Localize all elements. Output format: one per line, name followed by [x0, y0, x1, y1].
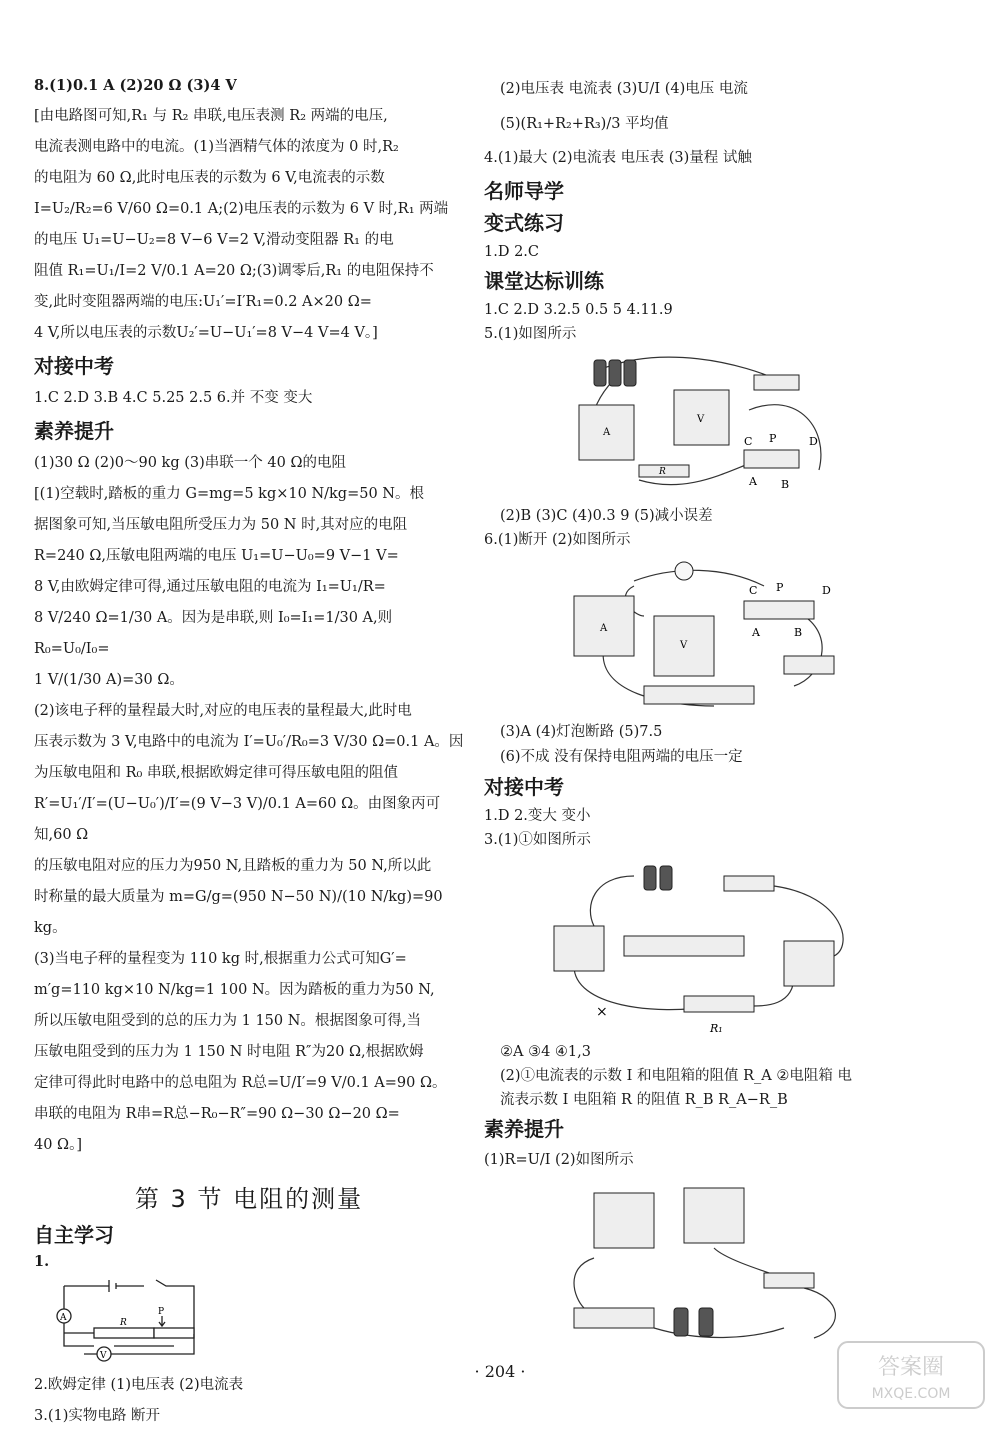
- q6-intro: 6.(1)断开 (2)如图所示: [484, 532, 631, 548]
- q5-intro: 5.(1)如图所示: [484, 326, 577, 342]
- q5-after: (2)B (3)C (4)0.3 9 (5)减小误差: [500, 508, 713, 524]
- q3-after3: 流表示数 I 电阻箱 R 的阻值 R_B R_A−R_B: [500, 1092, 788, 1108]
- explain-line: 8 V/240 Ω=1/30 A。因为是串联,则 I₀=I₁=1/30 A,则 R₀=U₀/I₀=: [34, 610, 393, 657]
- q3-intro: 3.(1)①如图所示: [484, 832, 591, 848]
- fig1-ammeter-label: A: [603, 427, 611, 438]
- fig2-c-label: C: [749, 584, 758, 597]
- fig1-r-label: R: [659, 467, 666, 477]
- explain-line: 时称量的最大质量为 m=G/g=(950 N−50 N)/(10 N/kg)=90 kg。: [34, 889, 443, 936]
- circuit-diagram: [54, 1276, 204, 1366]
- suyang-explanation-1: [34, 479, 464, 696]
- explain-line: 定律可得此时电路中的总电阻为 R总=U/I′=9 V/0.1 A=90 Ω。: [34, 1075, 447, 1091]
- explain-line: R=240 Ω,压敏电阻两端的电压 U₁=U−U₀=9 V−1 V=: [34, 548, 399, 564]
- ketang-answers: 1.C 2.D 3.2.5 0.5 5 4.11.9: [484, 302, 673, 318]
- q6-after2: (6)不成 没有保持电阻两端的电压一定: [500, 749, 743, 765]
- zizhu-q1: 1.: [34, 1253, 50, 1270]
- right-column: [484, 74, 924, 1352]
- watermark-logo: [836, 1340, 986, 1410]
- heading-zizhu: 自主学习: [34, 1223, 114, 1247]
- q8-line: 阻值 R₁=U₁/I=2 V/0.1 A=20 Ω;(3)调零后,R₁ 的电阻保持不: [34, 263, 434, 279]
- suyang2-answer: (1)R=U/I (2)如图所示: [484, 1152, 634, 1168]
- duijie-answers: 1.C 2.D 3.B 4.C 5.25 2.5 6.并 不变 变大: [34, 390, 313, 406]
- q8-line: 4 V,所以电压表的示数U₂′=U−U₁′=8 V−4 V=4 V。]: [34, 325, 378, 341]
- fig2-b-label: B: [794, 626, 803, 639]
- real-circuit-figure-3: [534, 856, 874, 1036]
- explain-line: (2)该电子秤的量程最大时,对应的电压表的量程最大,此时电: [34, 703, 412, 719]
- explain-line: (3)当电子秤的量程变为 110 kg 时,根据重力公式可知G′=: [34, 951, 407, 967]
- fig3-break-mark: ×: [596, 1004, 608, 1020]
- q8-line: [由电路图可知,R₁ 与 R₂ 串联,电压表测 R₂ 两端的电压,: [34, 108, 388, 124]
- fig1-a-label: A: [749, 475, 757, 488]
- q8-line: 电流表测电路中的电流。(1)当酒精气体的浓度为 0 时,R₂: [34, 139, 399, 155]
- heading-suyang-2: 素养提升: [484, 1117, 564, 1141]
- suyang-answer: (1)30 Ω (2)0～90 kg (3)串联一个 40 Ω的电阻: [34, 455, 346, 471]
- explain-line: 压敏电阻受到的压力为 1 150 N 时电阻 R″为20 Ω,根据欧姆: [34, 1044, 424, 1060]
- heading-bianshi: 变式练习: [484, 211, 564, 235]
- explain-line: m′g=110 kg×10 N/kg=1 100 N。因为踏板的重力为50 N,: [34, 982, 435, 998]
- q8-line: 的电阻为 60 Ω,此时电压表的示数为 6 V,电流表的示数: [34, 170, 385, 186]
- explain-line: 串联的电阻为 R串=R总−R₀−R″=90 Ω−30 Ω−20 Ω=: [34, 1106, 400, 1122]
- explain-line: 40 Ω。]: [34, 1137, 82, 1153]
- explain-line: 的压敏电阻对应的压力为950 N,且踏板的重力为 50 N,所以此: [34, 858, 432, 874]
- heading-ketang: 课堂达标训练: [484, 269, 604, 293]
- explain-line: 1 V/(1/30 A)=30 Ω。: [34, 672, 184, 688]
- fig1-c-label: C: [744, 435, 753, 448]
- heading-suyang: 素养提升: [34, 419, 114, 443]
- voltmeter-label: V: [100, 1351, 107, 1361]
- q8-line: 变,此时变阻器两端的电压:U₁′=I′R₁=0.2 A×20 Ω=: [34, 294, 372, 310]
- right-line2: (5)(R₁+R₂+R₃)/3 平均值: [500, 116, 669, 132]
- left-column: [34, 70, 464, 1432]
- fig1-p-label: P: [769, 432, 777, 445]
- svg-text:答案圈: 答案圈: [877, 1355, 945, 1380]
- q6-after1: (3)A (4)灯泡断路 (5)7.5: [500, 724, 663, 740]
- real-circuit-figure-4: [554, 1178, 854, 1348]
- fig3-r1-label: R₁: [710, 1022, 723, 1035]
- resistor-label: R: [120, 1318, 127, 1328]
- zizhu-q3: 3.(1)实物电路 断开: [34, 1408, 160, 1424]
- explain-line: 所以压敏电阻受到的总的压力为 1 150 N。根据图象可得,当: [34, 1013, 422, 1029]
- q8-line: 的电压 U₁=U−U₂=8 V−6 V=2 V,滑动变阻器 R₁ 的电: [34, 232, 394, 248]
- heading-duijie: 对接中考: [34, 354, 114, 378]
- explain-line: 为压敏电阻和 R₀ 串联,根据欧姆定律可得压敏电阻的阻值: [34, 765, 399, 781]
- q3-after2: (2)①电流表的示数 I 和电阻箱的阻值 R_A ②电阻箱 电: [500, 1068, 852, 1084]
- zizhu-q2: 2.欧姆定律 (1)电压表 (2)电流表: [34, 1377, 244, 1393]
- heading-duijie-2: 对接中考: [484, 775, 564, 799]
- explain-line: 据图象可知,当压敏电阻所受压力为 50 N 时,其对应的电阻: [34, 517, 408, 533]
- q3-after1: ②A ③4 ④1,3: [500, 1044, 591, 1060]
- fig2-p-label: P: [776, 581, 784, 594]
- explain-line: R′=U₁′/I′=(U−U₀′)/I′=(9 V−3 V)/0.1 A=60 Ω。由图象丙可知,60 Ω: [34, 796, 441, 843]
- page-number: · 204 ·: [474, 1362, 526, 1381]
- fig2-ammeter-label: A: [600, 623, 608, 634]
- fig2-voltmeter-label: V: [680, 640, 688, 651]
- fig1-voltmeter-label: V: [697, 414, 705, 425]
- explain-line: 8 V,由欧姆定律可得,通过压敏电阻的电流为 I₁=U₁/R=: [34, 579, 386, 595]
- q8-line: I=U₂/R₂=6 V/60 Ω=0.1 A;(2)电压表的示数为 6 V 时,R₁ 两端: [34, 201, 449, 217]
- q8-answer: 8.(1)0.1 A (2)20 Ω (3)4 V: [34, 77, 237, 94]
- real-circuit-figure-2: [554, 556, 854, 716]
- heading-mingshi: 名师导学: [484, 179, 564, 203]
- fig2-a-label: A: [752, 626, 760, 639]
- real-circuit-figure-1: [559, 350, 849, 500]
- svg-text:MXQE.COM: MXQE.COM: [871, 1386, 951, 1402]
- slider-label: P: [158, 1307, 165, 1317]
- suyang-explanation-3: [34, 944, 464, 1161]
- right-line1: (2)电压表 电流表 (3)U/I (4)电压 电流: [500, 81, 748, 97]
- q8-explanation: [34, 101, 464, 349]
- section-title: 第 3 节 电阻的测量: [134, 1185, 364, 1213]
- fig1-d-label: D: [809, 435, 818, 448]
- suyang-explanation-2: [34, 696, 464, 944]
- explain-line: [(1)空载时,踏板的重力 G=mg=5 kg×10 N/kg=50 N。根: [34, 486, 424, 502]
- ammeter-label: A: [60, 1313, 67, 1323]
- duijie2-answers: 1.D 2.变大 变小: [484, 808, 591, 824]
- fig2-d-label: D: [822, 584, 831, 597]
- right-line3: 4.(1)最大 (2)电流表 电压表 (3)量程 试触: [484, 150, 752, 166]
- fig1-b-label: B: [781, 478, 790, 491]
- bianshi-answers: 1.D 2.C: [484, 244, 539, 260]
- explain-line: 压表示数为 3 V,电路中的电流为 I′=U₀′/R₀=3 V/30 Ω=0.1 A。因: [34, 734, 464, 750]
